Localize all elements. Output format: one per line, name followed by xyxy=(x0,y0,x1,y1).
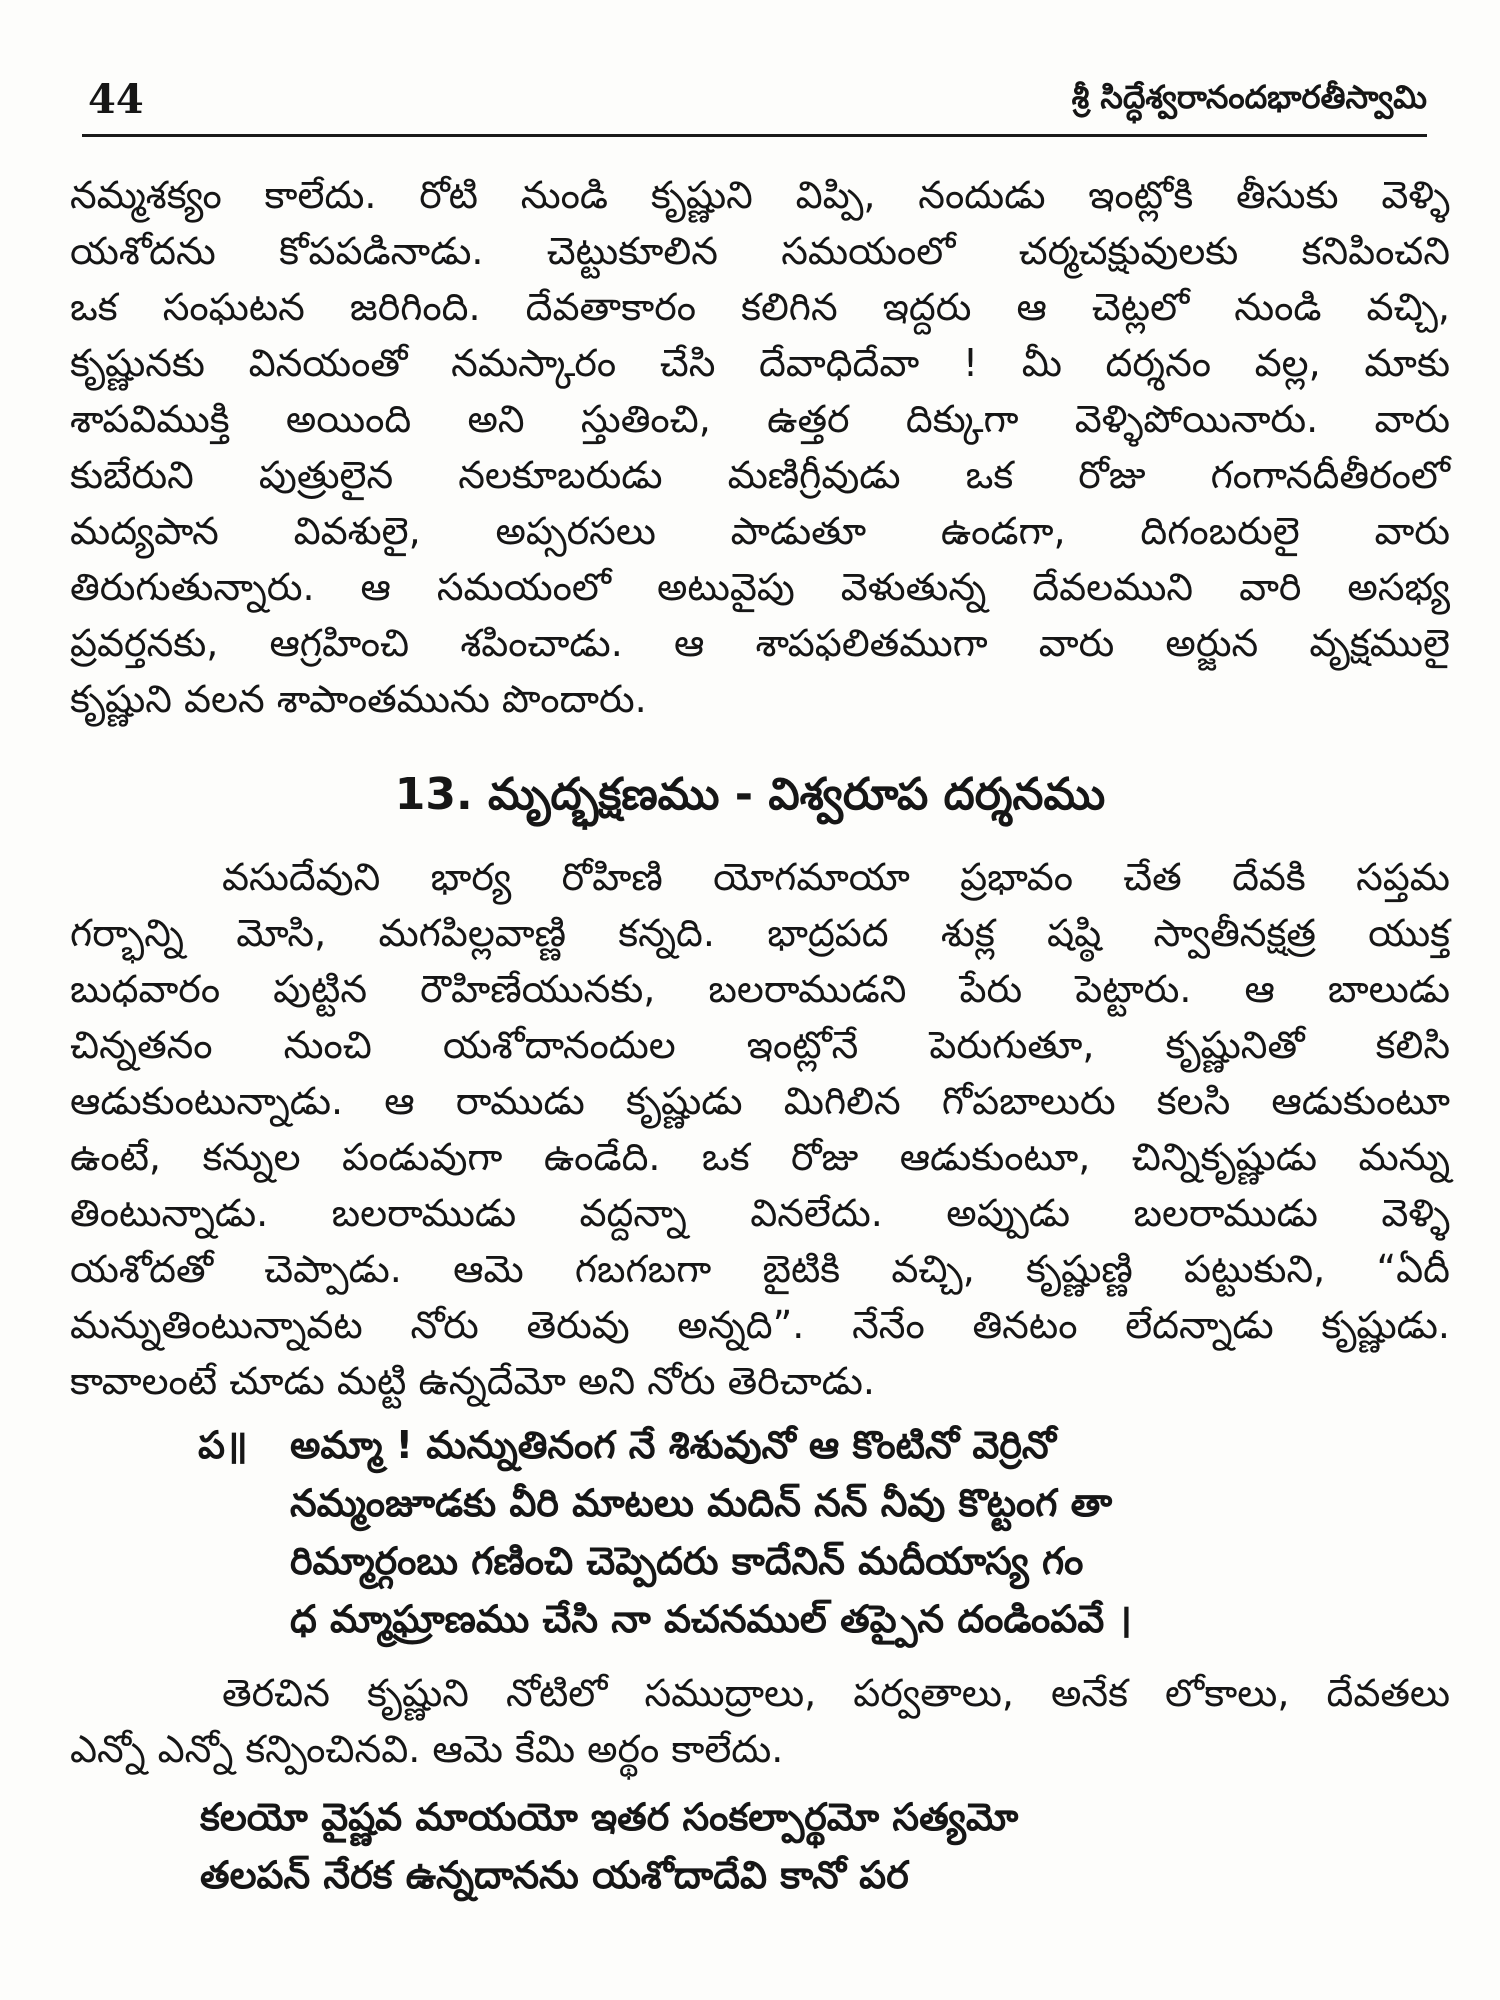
text-line: కుబేరుని పుత్రులైన నలకూబరుడు మణిగ్రీవుడు ఒక రోజు గంగానదీతీరంలో xyxy=(70,453,1450,497)
text-line: యశోదను కోపపడినాడు. చెట్టుకూలిన సమయంలో చర్మచక్షువులకు కనిపించని xyxy=(70,229,1450,273)
verse-line: కలయో వైష్ణవ మాయయో ఇతర సంకల్పార్థమో సత్యమో xyxy=(200,1795,1019,1839)
text-line: శాపవిముక్తి అయింది అని స్తుతించి, ఉత్తర దిక్కుగా వెళ్ళిపోయినారు. వారు xyxy=(70,397,1450,441)
header-rule xyxy=(82,134,1427,137)
text-line: వసుదేవుని భార్య రోహిణి యోగమాయా ప్రభావం చేత దేవకి సప్తమ xyxy=(222,855,1450,899)
page-header xyxy=(82,72,1427,132)
text-line: గర్భాన్ని మోసి, మగపిల్లవాణ్ణి కన్నది. భాద్రపద శుక్ల షష్ఠి స్వాతీనక్షత్ర యుక్త xyxy=(70,911,1450,955)
verse-line: నమ్మంజూడకు వీరి మాటలు మదిన్ నన్ నీవు కొట్టంగ తా xyxy=(290,1481,1113,1525)
text-line: ఎన్నో ఎన్నో కన్పించినవి. ఆమె కేమి అర్థం కాలేదు. xyxy=(70,1727,784,1771)
text-line: చిన్నతనం నుంచి యశోదానందుల ఇంట్లోనే పెరుగుతూ, కృష్ణునితో కలిసి xyxy=(70,1023,1450,1067)
text-line: కృష్ణునకు వినయంతో నమస్కారం చేసి దేవాధిదేవా ! మీ దర్శనం వల్ల, మాకు xyxy=(70,341,1450,385)
text-line: తింటున్నాడు. బలరాముడు వద్దన్నా వినలేదు. అప్పుడు బలరాముడు వెళ్ళి xyxy=(70,1191,1450,1235)
running-title: శ్రీ సిద్ధేశ్వరానందభారతీస్వామి xyxy=(1071,78,1427,116)
text-line: ఉంటే, కన్నుల పండువుగా ఉండేది. ఒక రోజు ఆడుకుంటూ, చిన్నికృష్ణుడు మన్ను xyxy=(70,1135,1450,1179)
text-line: యశోదతో చెప్పాడు. ఆమె గబగబగా బైటికి వచ్చి, కృష్ణుణ్ణి పట్టుకుని, “ఏదీ xyxy=(70,1247,1450,1291)
text-line: ఆడుకుంటున్నాడు. ఆ రాముడు కృష్ణుడు మిగిలిన గోపబాలురు కలసి ఆడుకుంటూ xyxy=(70,1079,1450,1123)
text-line: ఒక సంఘటన జరిగింది. దేవతాకారం కలిగిన ఇద్దరు ఆ చెట్లలో నుండి వచ్చి, xyxy=(70,285,1450,329)
text-line: కృష్ణుని వలన శాపాంతమును పొందారు. xyxy=(70,677,647,721)
text-line: తెరచిన కృష్ణుని నోటిలో సముద్రాలు, పర్వతాలు, అనేక లోకాలు, దేవతలు xyxy=(222,1671,1450,1715)
text-line: మన్నుతింటున్నావట నోరు తెరువు అన్నది”. నేనేం తినటం లేదన్నాడు కృష్ణుడు. xyxy=(70,1303,1450,1347)
verse-line: ధ మ్మాఘ్రాణము చేసి నా వచనముల్ తప్పైన దండింపవే । xyxy=(290,1597,1132,1641)
verse-line: రిమ్మార్గంబు గణించి చెప్పెదరు కాదేనిన్ మదీయాస్య గం xyxy=(290,1539,1084,1583)
page-number: 44 xyxy=(88,76,144,123)
text-line: కావాలంటే చూడు మట్టి ఉన్నదేమో అని నోరు తెరిచాడు. xyxy=(70,1359,875,1403)
text-line: నమ్మశక్యం కాలేదు. రోటి నుండి కృష్ణుని విప్పి, నందుడు ఇంట్లోకి తీసుకు వెళ్ళి xyxy=(70,173,1450,217)
text-line: ప్రవర్తనకు, ఆగ్రహించి శపించాడు. ఆ శాపఫలితముగా వారు అర్జున వృక్షములై xyxy=(70,621,1450,665)
text-line: మద్యపాన వివశులై, అప్సరసలు పాడుతూ ఉండగా, దిగంబరులై వారు xyxy=(70,509,1450,553)
text-line: తిరుగుతున్నారు. ఆ సమయంలో అటువైపు వెళుతున్న దేవలముని వారి అసభ్య xyxy=(70,565,1450,609)
verse-line: అమ్మా ! మన్నుతినంగ నే శిశువునో ఆ కొంటినో వెర్రినో xyxy=(290,1423,1057,1467)
text-line: బుధవారం పుట్టిన రౌహిణేయునకు, బలరాముడని పేరు పెట్టారు. ఆ బాలుడు xyxy=(70,967,1450,1011)
verse-line: తలపన్ నేరక ఉన్నదానను యశోదాదేవి కానో పర xyxy=(200,1853,909,1897)
verse-marker: ప॥ xyxy=(198,1423,248,1467)
section-heading: 13. మృద్భక్షణము - విశ్వరూప దర్శనము xyxy=(394,769,1106,820)
